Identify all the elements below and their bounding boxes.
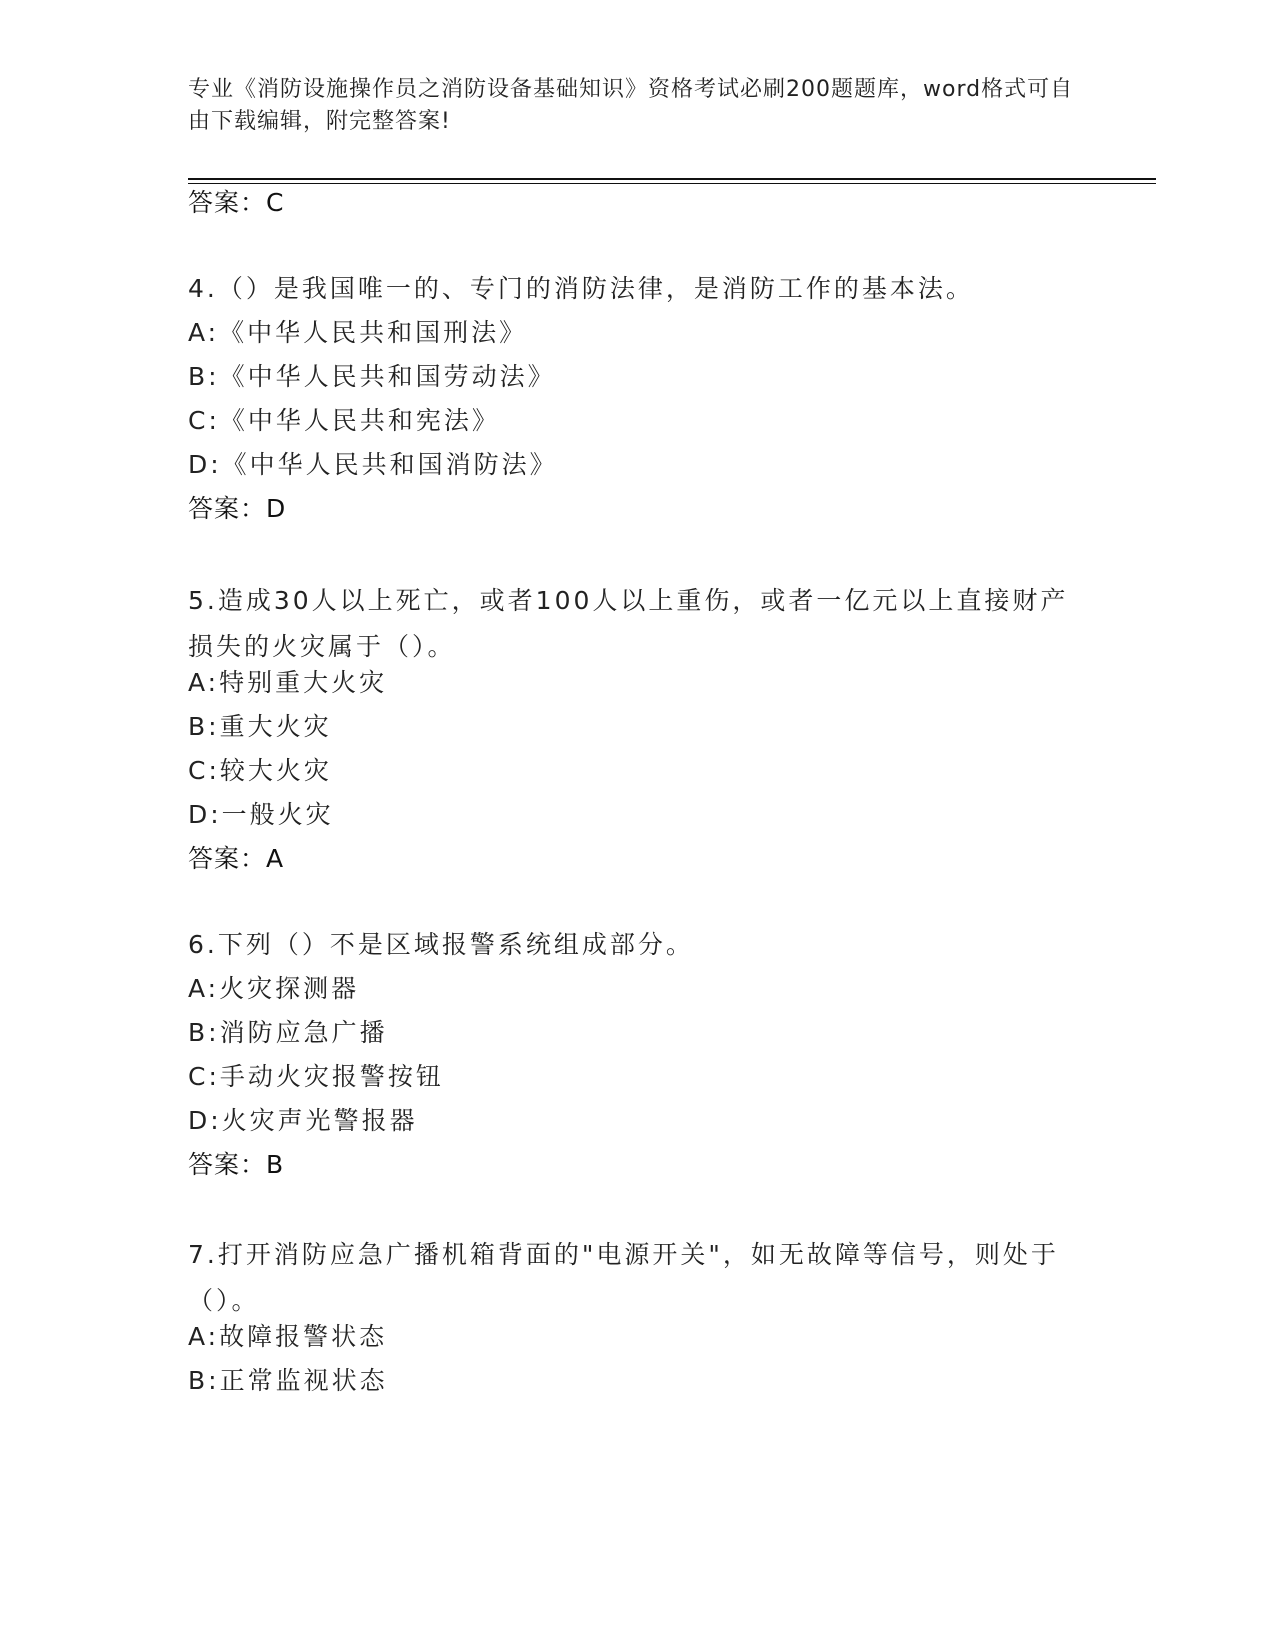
question-6-option-a: A:火灾探测器 [188, 974, 360, 1003]
question-5-option-d: D:一般火灾 [188, 800, 334, 829]
question-5-stem: 5.造成30人以上死亡，或者100人以上重伤，或者一亿元以上直接财产损失的火灾属于（）。 [188, 586, 1069, 661]
question-7-option-b: B:正常监视状态 [188, 1366, 388, 1395]
question-6-option-b: B:消防应急广播 [188, 1018, 388, 1047]
question-4-stem: 4.（）是我国唯一的、专门的消防法律，是消防工作的基本法。 [188, 274, 974, 303]
question-4-option-a: A:《中华人民共和国刑法》 [188, 318, 528, 347]
question-6-option-c: C:手动火灾报警按钮 [188, 1062, 444, 1091]
question-5-option-a: A:特别重大火灾 [188, 668, 388, 697]
question-5-option-b: B:重大火灾 [188, 712, 332, 741]
answer-q4: 答案：D [188, 494, 287, 523]
question-7-stem: 7.打开消防应急广播机箱背面的"电源开关"，如无故障等信号，则处于（）。 [188, 1240, 1059, 1315]
document-intro: 专业《消防设施操作员之消防设备基础知识》资格考试必刷200题题库，word格式可自由下载编辑，附完整答案! [188, 77, 1074, 134]
answer-q5: 答案：A [188, 844, 285, 873]
answer-q3: 答案：C [188, 188, 285, 217]
question-4-option-c: C:《中华人民共和宪法》 [188, 406, 500, 435]
answer-q6: 答案：B [188, 1150, 285, 1179]
question-4-option-b: B:《中华人民共和国劳动法》 [188, 362, 556, 391]
question-6-option-d: D:火灾声光警报器 [188, 1106, 418, 1135]
question-6-stem: 6.下列（）不是区域报警系统组成部分。 [188, 930, 694, 959]
header-divider [188, 178, 1156, 184]
question-5-option-c: C:较大火灾 [188, 756, 332, 785]
question-7-option-a: A:故障报警状态 [188, 1322, 388, 1351]
question-4-option-d: D:《中华人民共和国消防法》 [188, 450, 558, 479]
